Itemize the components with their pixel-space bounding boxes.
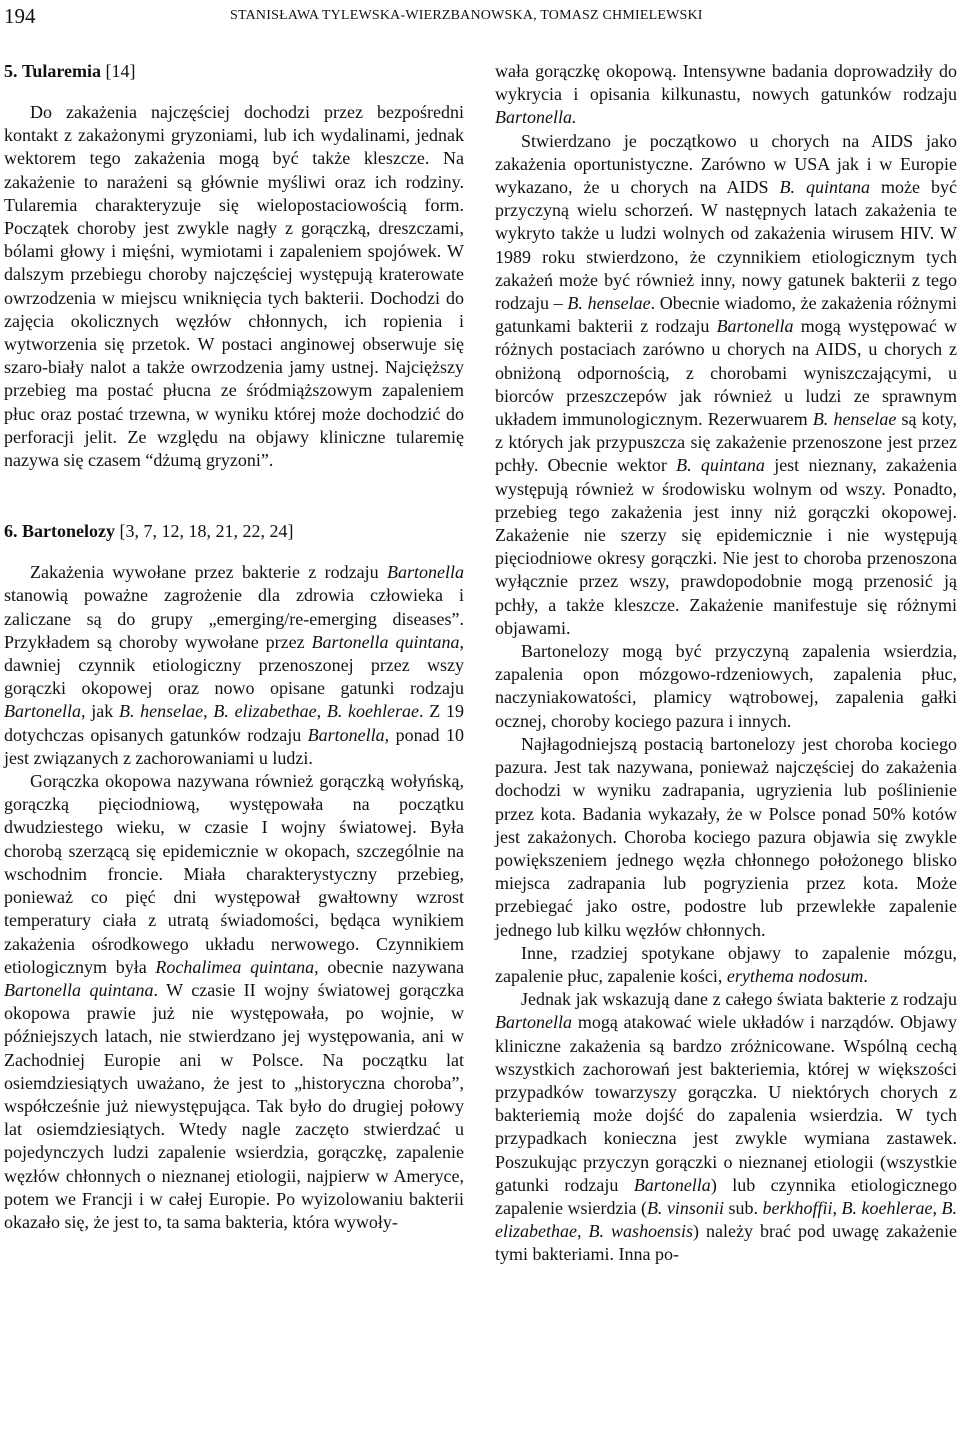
section-5-heading	[4, 60, 464, 83]
section-6-paragraph-2: Gorączka okopowa nazywana również gorączką wołyńską, gorączką pięciodniową, występowała na początku dwudziestego wieku, w czasie I wojny światowej. Była chorobą szerzącą się epidemicznie w okopach, szczególnie na wschodnim froncie. Miała charakterystyczny przebieg, ponieważ co pięć dni występował gwałtowny wzrost temperatury ciała z utratą świadomości, będąca wynikiem zakażenia ośrodkowego układu nerwowego. Czynnikiem etiologicznym była Rochalimea quintana, obecnie nazywana Bartonella quintana. W czasie II wojny światowej gorączka okopowa prawie już nie występowała, po wojnie, w późniejszych latach, nie stwierdzano jej występowania, ani w Zachodniej Europie ani w Polsce. Na początku lat osiemdziesiątych uważano, że jest to „historyczna choroba”, współcześnie już niewystępująca. Tak było do drugiej połowy lat osiemdziesiątych. Wtedy nagle zaczęto stwierdzać u pojedynczych ludzi zapalenie wsierdzia, gorączkę, zapalenie węzłów chłonnych o nieznanej etiologii, najpierw w Ameryce, potem we Francji i w całej Europie. Po wyizolowaniu bakterii okazało się, że jest to, ta sama bakteria, która wywoły-	[4, 771, 464, 1232]
page-number: 194	[4, 4, 36, 28]
section-5-paragraph: Do zakażenia najczęściej dochodzi przez bezpośredni kontakt z zakażonymi gryzoniami, lub ich wydalinami, jednak wektorem tego zakażenia mogą być także kleszcze. Na zakażenie to narażeni są głównie myśliwi oraz ich rodziny. Tularemia charakteryzuje się wielopostaciowością form. Początek choroby jest zwykle nagły z gorączką, dreszczami, bólami głowy i mięśni, wymiotami i zapaleniem spojówek. W dalszym przebiegu choroby najczęściej występują kraterowate owrzodzenia w miejscu wniknięcia tych bakterii. Dochodzi do zajęcia okolicznych węzłów chłonnych, ich ropienia i wytworzenia się przetok. W postaci anginowej obserwuje się szaro-biały nalot a także owrzodzenia jamy ustnej. Najcięższy przebieg ma postać płucna ze śródmiąższowym zapaleniem płuc oraz postać trzewna, w wyniku której może dochodzić do perforacji jelit. Ze względu na objawy kliniczne tularemię nazywa się czasem “dżumą gryzoni”.	[4, 102, 464, 471]
right-paragraph-1: wała gorączkę okopową. Intensywne badania doprowadziły do wykrycia i opisania kilkunastu, nowych gatunków rodzaju Bartonella.	[495, 61, 957, 128]
section-6-number: 6.	[4, 521, 18, 542]
section-5-number: 5.	[4, 61, 18, 81]
right-paragraph-2: Stwierdzano je początkowo u chorych na AIDS jako zakażenia oportunistyczne. Zarówno w USA jak i w Europie wykazano, że u chorych na AIDS B. quintana może być przyczyną wielu schorzeń. W następnych latach zakażenia te wykryto także u ludzi wolnych od zakażenia wirusem HIV. W 1989 roku stwierdzono, że czynnikiem etiologicznym tych zakażeń może być również inny, nowy gatunek bakterii z tego rodzaju – B. henselae. Obecnie wiadomo, że zakażenia różnymi gatunkami bakterii z rodzaju Bartonella mogą występować w różnych postaciach zarówno u chorych na AIDS, u chorych z obniżoną odpornością, z chorobami wyniszczającymi, u biorców przeszczepów jak również u ludzi ze sprawnym układem immunologicznym. Rezerwuarem B. henselae są koty, z których jak przypuszcza się zakażenie przenoszone jest przez pchły. Obecnie wektor B. quintana jest nieznany, zakażenia występują również w środowisku wolnym od wszy. Ponadto, przebieg tego zakażenia jest inny niż gorączki okopowej. Zakażenie nie szerzy się epidemicznie i nie występują pięciodniowe okresy gorączki. Nie jest to choroba przenoszona wyłącznie przez wszy, prawdopodobnie mogą przenosić ją pchły, a także kleszcze. Zakażenie manifestuje się różnymi objawami.	[495, 130, 958, 638]
right-paragraph-5: Inne, rzadziej spotykane objawy to zapalenie mózgu, zapalenie płuc, zapalenie kości, erythema nodosum.	[495, 942, 957, 986]
section-6-heading	[4, 520, 464, 543]
right-column	[495, 60, 957, 1267]
running-title: STANISŁAWA TYLEWSKA-WIERZBANOWSKA, TOMASZ CHMIELEWSKI	[230, 8, 703, 23]
left-column	[4, 60, 464, 1234]
section-6-title: Bartonelozy	[22, 521, 115, 542]
right-paragraph-4: Najłagodniejszą postacią bartonelozy jest choroba kociego pazura. Jest tak nazywana, ponieważ najczęściej do zakażenia dochodzi w wyniku zadrapania, ugryzienia lub poślinienie przez kota. Badania wykazały, że w Polsce ponad 50% kotów jest zakażonych. Choroba kociego pazura objawia się zwykle powiększeniem jednego węzła chłonnego położonego blisko miejsca zadrapania lub pogryzienia przez kota. Może przebiegać jako ostre, podostre lub przewlekłe zapalenie jednego lub kilku węzłów chłonnych.	[495, 733, 957, 940]
section-5-title: Tularemia	[22, 61, 102, 81]
section-5-refs: [14]	[105, 61, 136, 81]
right-paragraph-3: Bartonelozy mogą być przyczyną zapalenia wsierdzia, zapalenia opon mózgowo-rdzeniowych, zapalenia płuc, naczyniakowatości, plamicy wątrobowej, zapalenia gałki ocznej, choroby kociego pazura i innych.	[495, 641, 957, 731]
right-paragraph-6: Jednak jak wskazują dane z całego świata bakterie z rodzaju Bartonella mogą atakować wiele układów i narządów. Objawy kliniczne zakażenia są bardzo zróżnicowane. Wspólną cechą wszystkich zachorowań jest bakteriemia, której w większości przypadków towarzyszy gorączka. U niektórych chorych z bakteriemią może dojść do zapalenia wsierdzia. W tych przypadkach konieczna jest zwykle wymiana zastawek. Poszukując przyczyn gorączki o nieznanej etiologii (wszystkie gatunki rodzaju Bartonella) lub czynnika etiologicznego zapalenie wsierdzia (B. vinsonii sub. berkhoffii, B. koehlerae, B. elizabethae, B. washoensis) należy brać pod uwagę zakażenie tymi bakteriami. Inna po-	[495, 989, 957, 1265]
running-header	[0, 4, 960, 26]
section-6-refs: [3, 7, 12, 18, 21, 22, 24]	[119, 521, 294, 542]
section-6-paragraph-1: Zakażenia wywołane przez bakterie z rodzaju Bartonella stanowią poważne zagrożenie dla zdrowia człowieka i zaliczane są do grupy „emerging/re-emerging diseases”. Przykładem są choroby wywołane przez Bartonella quintana, dawniej czynnik etiologiczny przenoszonej przez wszy gorączki okopowej oraz nowo opisane gatunki rodzaju Bartonella, jak B. henselae, B. elizabethae, B. koehlerae. Z 19 dotychczas opisanych gatunków rodzaju Bartonella, ponad 10 jest związanych z zachorowaniami u ludzi.	[4, 562, 464, 768]
